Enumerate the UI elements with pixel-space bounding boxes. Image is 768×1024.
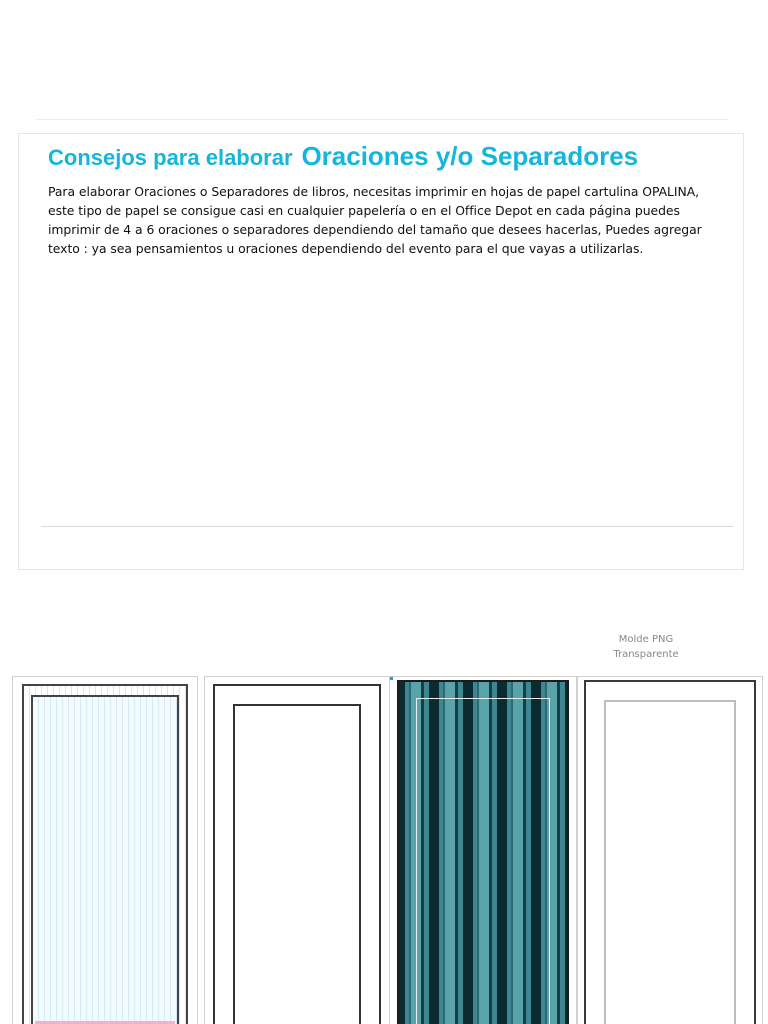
card-divider — [41, 526, 733, 527]
tips-card — [18, 133, 744, 570]
bookmark-mold-transparent[interactable] — [577, 676, 763, 1024]
selection-marker — [389, 676, 393, 680]
mold-caption — [596, 632, 696, 662]
caption-line-2: Transparente — [613, 649, 679, 660]
title-part-1: Consejos para elaborar — [48, 145, 293, 170]
mold-inner-frame — [604, 700, 736, 1024]
top-divider — [36, 119, 728, 120]
card-body-text: Para elaborar Oraciones o Separadores de libros, necesitas imprimir en hojas de papel cartulina OPALINA, este tipo de papel se consigue casi en cualquier papelería o en el Office Depot en cada página puedes imprimir de 4 a 6 oraciones o separadores dependiendo del tamaño que desees hacerlas, Puedes agregar texto : ya sea pensamientos u oraciones dependiendo del evento para el que vayas a utilizarlas. — [48, 184, 702, 256]
mold-inner-frame — [233, 704, 361, 1024]
bookmark-mold-plain[interactable] — [204, 676, 390, 1024]
mold-inner-frame — [416, 698, 550, 1024]
bookmark-mold-pinstripe[interactable] — [12, 676, 198, 1024]
title-part-2: Oraciones y/o Separadores — [301, 141, 639, 171]
bookmark-mold-teal-stripes[interactable] — [389, 676, 577, 1024]
card-title — [48, 136, 638, 173]
mold-inner-frame — [31, 695, 179, 1024]
caption-line-1: Molde PNG — [618, 634, 674, 645]
